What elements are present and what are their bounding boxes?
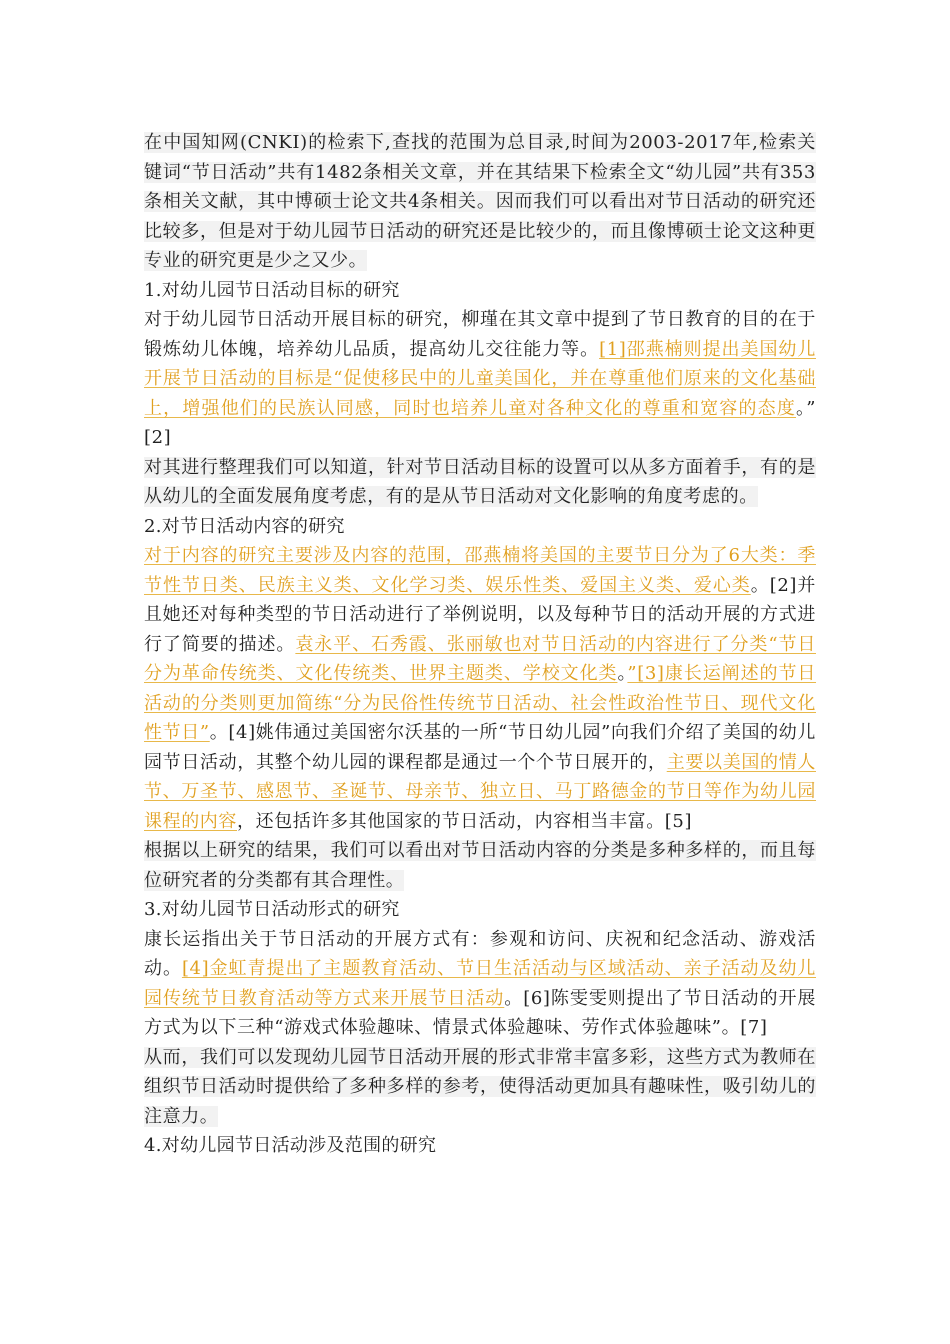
section-1-paragraph-1 — [144, 305, 816, 453]
intro-text: 在中国知网(CNKI)的检索下,查找的范围为总目录,时间为2003-2017年,检索关键词“节日活动”共有1482条相关文章，并在其结果下检索全文“幼儿园”共有353条相关文献，其中博硕士论文共4条相关。因而我们可以看出对节日活动的研究还比较多，但是对于幼儿园节日活动的研究还是比较少的，而且像博硕士论文这种更专业的研究更是少之又少。 — [144, 132, 816, 271]
intro-paragraph — [144, 128, 816, 276]
section-1-text: 对于幼儿园节日活动开展目标的研究，柳瑾在其文章中提到了节日教育的目的在于锻炼幼儿体魄，培养幼儿品质，提高幼儿交往能力等。 — [144, 309, 816, 360]
section-2-heading: 2.对节日活动内容的研究 — [144, 515, 345, 537]
section-1-heading: 1.对幼儿园节日活动目标的研究 — [144, 279, 400, 301]
section-4-heading: 4.对幼儿园节日活动涉及范围的研究 — [144, 1135, 437, 1156]
section-2-tail-1: 。[2]并且她还对每种类型的节日活动进行了举例说明，以及每种节日的活动开展的方式进行了简要的描述。 — [144, 574, 817, 655]
section-1-citation-tail: 。” [2] — [144, 397, 816, 448]
section-2-link-3[interactable]: ”[3]康长运阐述的节日活动的分类则更加简练“分为民俗性传统节日活动、社会性政治性节日、现代文化性节日” — [144, 663, 817, 743]
section-2-link-1[interactable]: 对于内容的研究主要涉及内容的范围，邵燕楠将美国的主要节日分为了6大类：季节性节日类、民族主义类、文化学习类、娱乐性类、爱国主义类、爱心类 — [144, 545, 816, 596]
section-3-summary: 从而，我们可以发现幼儿园节日活动开展的形式非常丰富多彩，这些方式为教师在组织节日活动时提供给了多种多样的参考，使得活动更加具有趣味性，吸引幼儿的注意力。 — [144, 1046, 816, 1127]
section-3-text: 康长运指出关于节日活动的开展方式有：参观和访问、庆祝和纪念活动、游戏活动。 — [144, 928, 816, 979]
section-2-summary: 根据以上研究的结果，我们可以看出对节日活动内容的分类是多种多样的，而且每位研究者的分类都有其合理性。 — [144, 840, 816, 891]
section-1-citation-link[interactable]: [1]邵燕楠则提出美国幼儿开展节日活动的目标是“促使移民中的儿童美国化，并在尊重他们原来的文化基础上，增强他们的民族认同感，同时也培养儿童对各种文化的尊重和宽容的态度 — [144, 338, 816, 419]
section-2-link-4[interactable]: 主要以美国的情人节、万圣节、感恩节、圣诞节、母亲节、独立日、马丁路德金的节日等作为幼儿园课程的内容 — [144, 751, 816, 832]
section-2-paragraph-2 — [144, 836, 816, 895]
section-3-paragraph-2 — [144, 1043, 816, 1132]
section-2-tail-2: 。[4]姚伟通过美国密尔沃基的一所“节日幼儿园”向我们介绍了美国的幼儿园节日活动，其整个幼儿园的课程都是通过一个个节日展开的， — [144, 722, 816, 773]
section-3-citation-tail: 。[6]陈雯雯则提出了节日活动的开展方式为以下三种“游戏式体验趣味、情景式体验趣味、劳作式体验趣味”。[7] — [144, 987, 817, 1038]
document-page — [144, 128, 816, 1161]
section-2-mid: 。 — [617, 663, 628, 684]
section-1-paragraph-2 — [144, 453, 816, 512]
section-1-summary: 对其进行整理我们可以知道，针对节日活动目标的设置可以从多方面着手，有的是从幼儿的全面发展角度考虑，有的是从节日活动对文化影响的角度考虑的。 — [144, 456, 816, 507]
section-2-tail-3: ，还包括许多其他国家的节日活动，内容相当丰富。[5] — [237, 810, 693, 832]
section-3-citation-link[interactable]: [4]金虹青提出了主题教育活动、节日生活活动与区域活动、亲子活动及幼儿园传统节日教育活动等方式来开展节日活动 — [144, 958, 817, 1009]
section-3-paragraph-1 — [144, 925, 816, 1043]
section-2-paragraph-1 — [144, 541, 816, 836]
section-2-link-2[interactable]: 袁永平、石秀霞、张丽敏也对节日活动的内容进行了分类“节日分为革命传统类、文化传统类、世界主题类、学校文化类 — [144, 633, 816, 684]
section-3-heading: 3.对幼儿园节日活动形式的研究 — [144, 899, 400, 920]
